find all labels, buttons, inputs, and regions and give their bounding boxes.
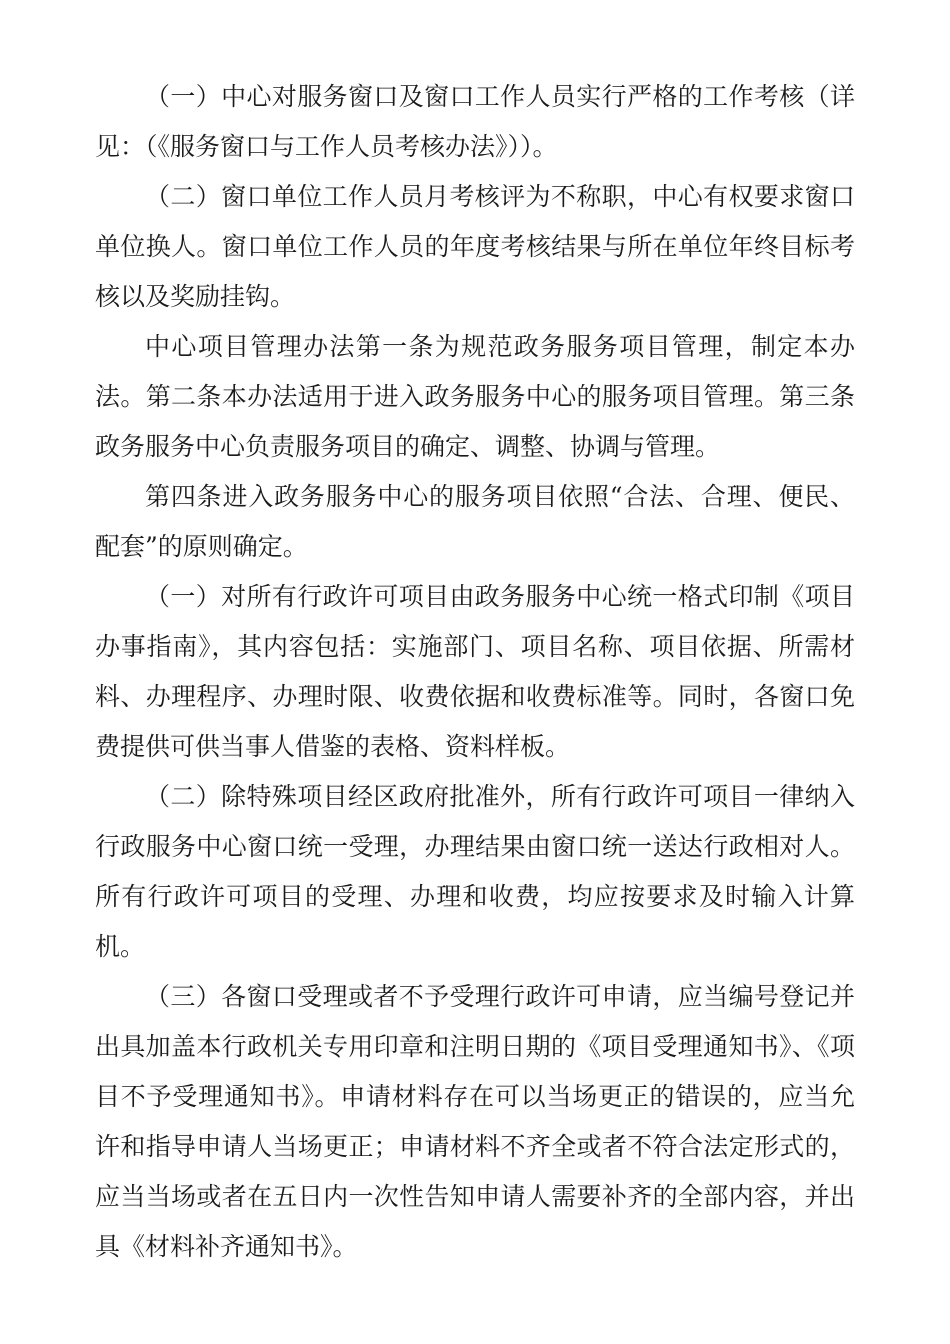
document-body	[95, 72, 855, 1272]
paragraph-4: 第四条进入政务服务中心的服务项目依照“合法、合理、便民、配套”的原则确定。	[95, 482, 855, 561]
paragraph-3: 中心项目管理办法第一条为规范政务服务项目管理，制定本办法。第二条本办法适用于进入政务服务中心的服务项目管理。第三条政务服务中心负责服务项目的确定、调整、协调与管理。	[95, 332, 855, 461]
paragraph-2: （二）窗口单位工作人员月考核评为不称职，中心有权要求窗口单位换人。窗口单位工作人员的年度考核结果与所在单位年终目标考核以及奖励挂钩。	[95, 182, 855, 311]
paragraph-6: （二）除特殊项目经区政府批准外，所有行政许可项目一律纳入行政服务中心窗口统一受理，办理结果由窗口统一送达行政相对人。所有行政许可项目的受理、办理和收费，均应按要求及时输入计算机。	[95, 782, 855, 961]
paragraph-1: （一）中心对服务窗口及窗口工作人员实行严格的工作考核（详见：（《服务窗口与工作人员考核办法》））。	[95, 82, 855, 161]
paragraph-5: （一）对所有行政许可项目由政务服务中心统一格式印制《项目办事指南》，其内容包括：实施部门、项目名称、项目依据、所需材料、办理程序、办理时限、收费依据和收费标准等。同时，各窗口免费提供可供当事人借鉴的表格、资料样板。	[95, 582, 855, 761]
paragraph-7: （三）各窗口受理或者不予受理行政许可申请，应当编号登记并出具加盖本行政机关专用印章和注明日期的《项目受理通知书》、《项目不予受理通知书》。申请材料存在可以当场更正的错误的，应当允许和指导申请人当场更正；申请材料不齐全或者不符合法定形式的，应当当场或者在五日内一次性告知申请人需要补齐的全部内容，并出具《材料补齐通知书》。	[95, 982, 855, 1261]
